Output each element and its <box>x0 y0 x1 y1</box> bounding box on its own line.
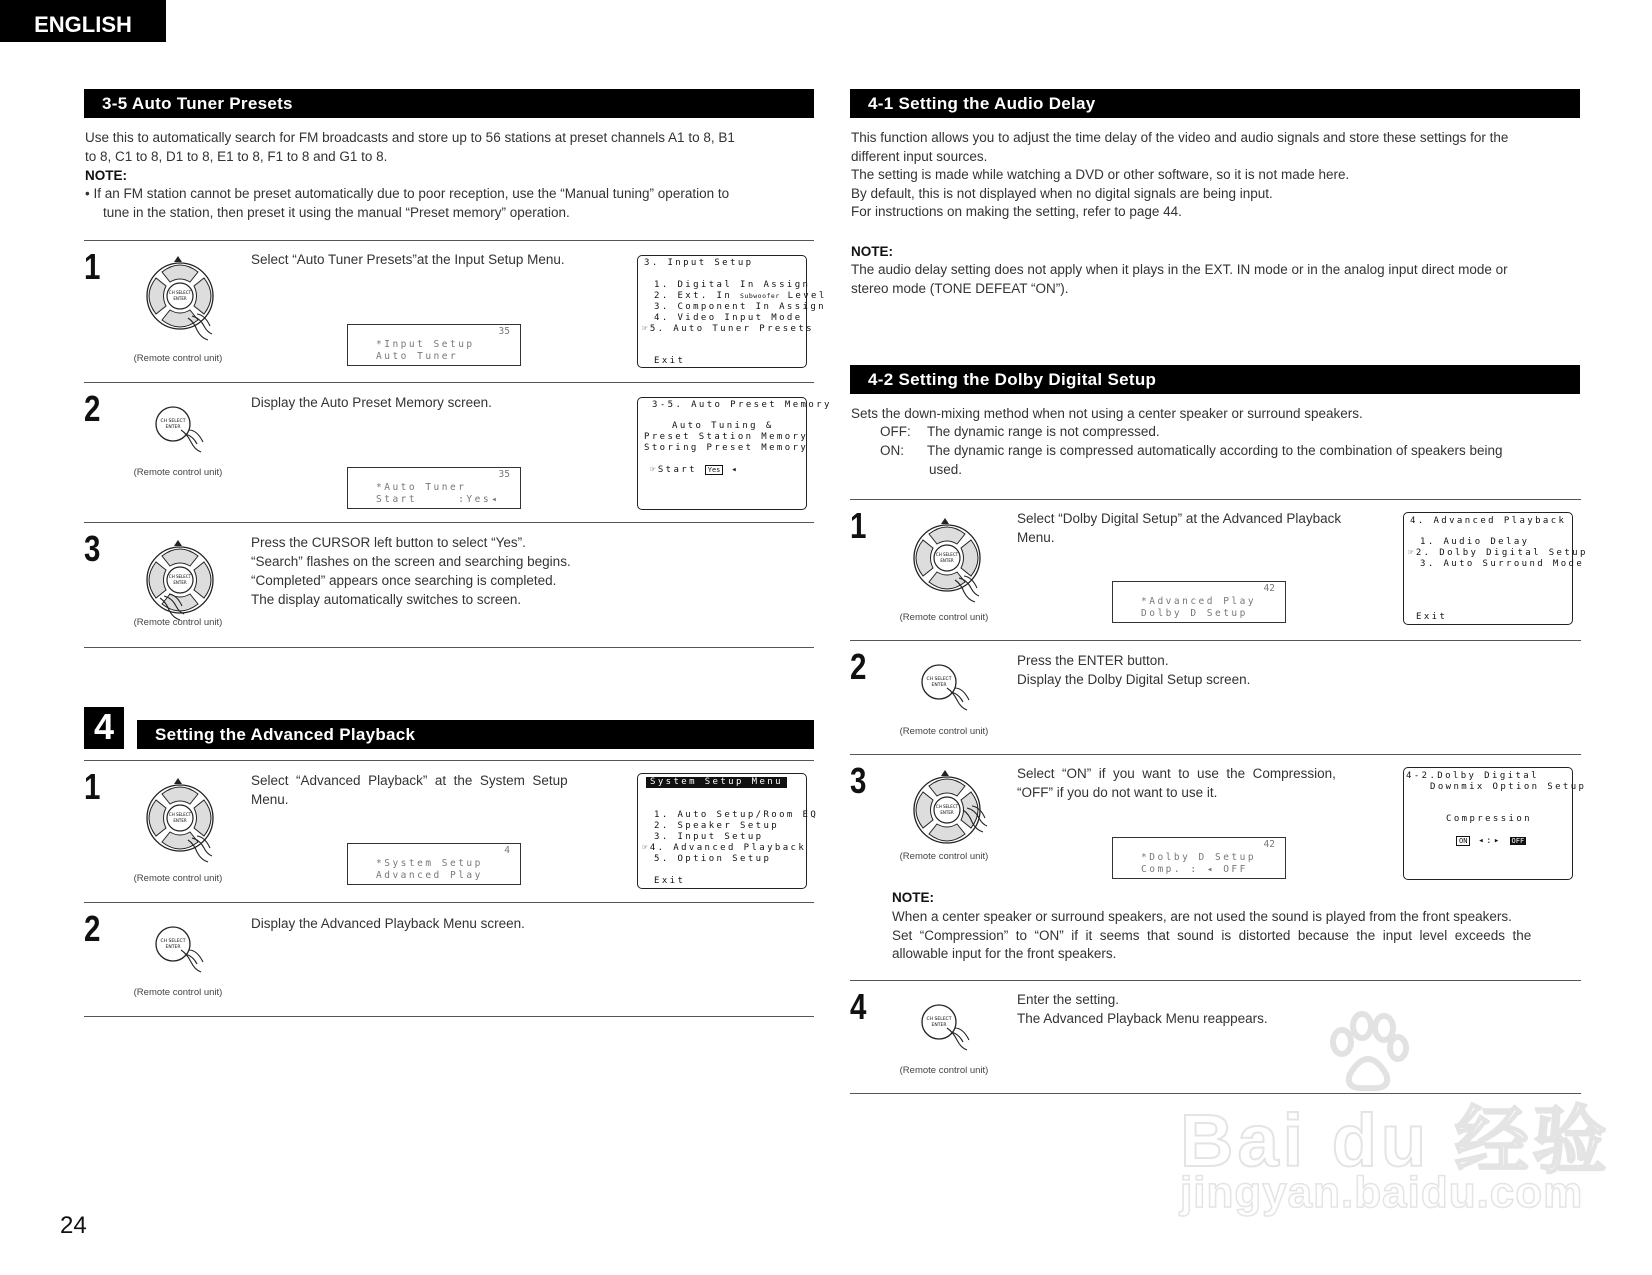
menu-item-selected: ☞5. Auto Tuner Presets <box>642 324 815 334</box>
note-label: NOTE: <box>892 890 934 905</box>
remote-cursor-icon <box>897 766 997 858</box>
display-number: 35 <box>498 469 510 480</box>
step-text <box>251 771 617 809</box>
screen-line: Storing Preset Memory <box>644 443 809 453</box>
menu-item: 2. Ext. In <box>654 291 741 301</box>
note-line: The audio delay setting does not apply when it plays in the EXT. IN mode or in the analog input direct mode or <box>851 262 1508 277</box>
para-line: This function allows you to adjust the time delay of the video and audio signals and store these settings for the <box>851 130 1509 145</box>
off-option: OFF <box>1511 837 1525 845</box>
step-line: Enter the setting. <box>1017 992 1120 1007</box>
step-number: 1 <box>850 505 867 546</box>
intro-3-5 <box>85 129 815 166</box>
step-line: The Advanced Playback Menu reappears. <box>1017 1011 1268 1026</box>
dolby-digital-screen <box>1403 767 1587 880</box>
remote-cursor-icon <box>897 514 997 606</box>
front-display <box>1112 581 1286 623</box>
section-title-4-2: 4-2 Setting the Dolby Digital Setup <box>850 365 1580 394</box>
menu-item: 3. Auto Surround Mode <box>1420 559 1585 569</box>
step-line: Display the Dolby Digital Setup screen. <box>1017 672 1251 687</box>
screen-subtitle: Downmix Option Setup <box>1430 782 1587 792</box>
step-text: Display the Auto Preset Memory screen. <box>251 395 492 410</box>
yes-option: Yes <box>705 465 724 475</box>
intro-line-2: to 8, C1 to 8, D1 to 8, E1 to 8, F1 to 8 and G1 to 8. <box>85 148 388 164</box>
cursor-arrow: ◂ <box>723 465 740 475</box>
menu-item: 3. Input Setup <box>654 832 764 842</box>
remote-caption: (Remote control unit) <box>133 873 223 884</box>
menu-item: 1. Auto Setup/Room EQ <box>654 810 819 820</box>
on-label: ON: <box>880 443 905 458</box>
step-line: Press the ENTER button. <box>1017 653 1169 668</box>
remote-caption: (Remote control unit) <box>899 612 989 623</box>
step-line: Menu. <box>1017 530 1055 545</box>
menu-item-selected: ☞4. Advanced Playback <box>642 843 807 853</box>
chapter-number: 4 <box>84 707 124 749</box>
front-display <box>347 467 521 509</box>
remote-cursor-icon <box>130 536 230 628</box>
menu-item: 1. Digital In Assign <box>654 280 811 290</box>
step-text <box>1017 990 1268 1028</box>
on-line: used. <box>929 461 963 477</box>
menu-item: 4. Video Input Mode <box>654 313 803 323</box>
display-line-1: *System Setup <box>376 858 483 869</box>
note-label: NOTE: <box>851 244 893 259</box>
section-title-3-5: 3-5 Auto Tuner Presets <box>84 89 814 118</box>
remote-caption: (Remote control unit) <box>133 353 223 364</box>
input-setup-screen <box>637 255 827 368</box>
step-text <box>1017 509 1341 547</box>
note-label: NOTE: <box>85 168 127 183</box>
divider <box>84 647 814 648</box>
note-3-5 <box>85 185 815 222</box>
remote-enter-icon <box>909 652 979 718</box>
step-line: Select “Dolby Digital Setup” at the Advanced Playback <box>1017 511 1342 526</box>
menu-item: 1. Audio Delay <box>1420 537 1530 547</box>
para-line: The setting is made while watching a DVD or other software, so it is not made here. <box>851 167 1350 183</box>
note-line: stereo mode (TONE DEFEAT “ON”). <box>851 280 1069 296</box>
remote-cursor-icon <box>130 252 230 344</box>
auto-preset-screen <box>637 397 832 510</box>
step-text <box>1017 764 1381 802</box>
display-line-2: Comp. : ◂ OFF <box>1141 864 1248 875</box>
display-line-2: Advanced Play <box>376 870 483 881</box>
step-text: Display the Advanced Playback Menu screen. <box>251 916 525 931</box>
remote-caption: (Remote control unit) <box>899 1065 989 1076</box>
screen-line: Auto Tuning & <box>672 421 774 431</box>
screen-title: System Setup Menu <box>646 777 787 788</box>
step-text: Select “Auto Tuner Presets”at the Input Setup Menu. <box>251 252 565 267</box>
step-number: 2 <box>84 388 101 429</box>
step-text <box>1017 651 1250 689</box>
step-line: “Completed” appears once searching is completed. <box>251 573 557 588</box>
display-number: 4 <box>504 845 510 856</box>
para-line: different input sources. <box>851 148 988 164</box>
divider <box>850 980 1581 981</box>
step-number: 2 <box>850 646 867 687</box>
menu-item: 5. Option Setup <box>654 854 772 864</box>
step-number: 1 <box>84 766 101 807</box>
front-display <box>1112 837 1286 879</box>
note-line: allowable input for the front speakers. <box>892 946 1117 962</box>
on-option: ON <box>1456 836 1470 846</box>
display-line-1: *Dolby D Setup <box>1141 852 1257 863</box>
divider <box>850 499 1581 500</box>
remote-caption: (Remote control unit) <box>133 617 223 628</box>
divider <box>84 1016 814 1017</box>
display-line-1: *Auto Tuner <box>376 482 467 493</box>
step-line: Press the CURSOR left button to select “Yes”. <box>251 535 526 550</box>
divider <box>84 382 814 383</box>
on-text <box>927 442 1581 479</box>
note-4-1 <box>851 261 1581 298</box>
screen-title: 4. Advanced Playback <box>1410 516 1567 526</box>
display-line-2: Dolby D Setup <box>1141 608 1248 619</box>
step-line: “OFF” if you do not want to use it. <box>1017 785 1218 800</box>
divider <box>84 902 814 903</box>
advanced-playback-screen <box>1403 512 1588 625</box>
intro-4-1 <box>851 129 1581 222</box>
step-number: 2 <box>84 908 101 949</box>
display-number: 42 <box>1263 839 1275 850</box>
compression-label: Compression <box>1446 814 1533 824</box>
remote-enter-icon <box>143 914 213 980</box>
screen-title: 3-5. Auto Preset Memory <box>652 400 832 410</box>
display-number: 35 <box>498 326 510 337</box>
divider <box>850 640 1581 641</box>
step-line: “Search” flashes on the screen and searching begins. <box>251 554 571 569</box>
divider <box>84 760 814 761</box>
screen-title: 4-2.Dolby Digital <box>1406 771 1539 781</box>
step-line: Menu. <box>251 792 289 807</box>
remote-caption: (Remote control unit) <box>133 987 223 998</box>
note-4-2 <box>892 908 1581 964</box>
menu-item-small: Subwoofer <box>740 292 780 300</box>
screen-line: Preset Station Memory <box>644 432 809 442</box>
front-display <box>347 324 521 366</box>
watermark-brand: Bai du 经验 <box>1180 1099 1611 1182</box>
intro-line-1: Use this to automatically search for FM broadcasts and store up to 56 stations at preset channels A1 to 8, B1 <box>85 130 735 145</box>
step-line: The display automatically switches to screen. <box>251 592 522 607</box>
remote-caption: (Remote control unit) <box>899 851 989 862</box>
note-line: When a center speaker or surround speakers, are not used the sound is played from the front speakers. <box>892 909 1512 924</box>
system-setup-screen <box>637 773 819 889</box>
note-line-2: tune in the station, then preset it using the manual “Preset memory” operation. <box>103 204 570 220</box>
off-text: The dynamic range is not compressed. <box>927 424 1160 439</box>
section-title-4-1: 4-1 Setting the Audio Delay <box>850 89 1580 118</box>
display-line-2: Start :Yes◂ <box>376 494 500 505</box>
remote-enter-icon <box>909 992 979 1058</box>
step-line: Select “Advanced Playback” at the System Setup <box>251 773 568 788</box>
on-line: The dynamic range is compressed automatically according to the combination of speakers being <box>927 443 1503 458</box>
display-line-1: *Advanced Play <box>1141 596 1257 607</box>
divider <box>850 754 1581 755</box>
remote-caption: (Remote control unit) <box>899 726 989 737</box>
page-number: 24 <box>60 1212 87 1239</box>
step-text <box>251 533 571 609</box>
exit-item: Exit <box>1416 612 1448 622</box>
menu-item-selected: ☞2. Dolby Digital Setup <box>1408 548 1588 558</box>
note-line-1: • If an FM station cannot be preset automatically due to poor reception, use the “Manual tuning” operation to <box>85 186 730 201</box>
step-number: 3 <box>850 760 867 801</box>
watermark-url: jingyan.baidu.com <box>1180 1168 1584 1217</box>
step-number: 4 <box>850 986 867 1027</box>
screen-title: 3. Input Setup <box>644 258 754 268</box>
off-label: OFF: <box>880 424 911 439</box>
paw-logo-icon <box>1320 1012 1410 1092</box>
exit-item: Exit <box>654 876 686 886</box>
cursor-arrows: ◂:▸ <box>1470 836 1510 846</box>
remote-enter-icon <box>143 394 213 460</box>
section-title-4: Setting the Advanced Playback <box>137 720 814 749</box>
exit-item: Exit <box>654 356 686 366</box>
remote-caption: (Remote control unit) <box>133 467 223 478</box>
para-line: For instructions on making the setting, refer to page 44. <box>851 204 1182 220</box>
front-display <box>347 843 521 885</box>
display-number: 42 <box>1263 583 1275 594</box>
divider <box>84 240 814 241</box>
menu-item: Level <box>779 291 827 301</box>
intro-4-2: Sets the down-mixing method when not using a center speaker or surround speakers. <box>851 406 1363 421</box>
display-line-2: Auto Tuner <box>376 351 459 362</box>
divider <box>84 522 814 523</box>
step-number: 1 <box>84 246 101 287</box>
step-line: Select “ON” if you want to use the Compression, <box>1017 766 1336 781</box>
para-line: By default, this is not displayed when no digital signals are being input. <box>851 185 1273 201</box>
step-number: 3 <box>84 528 101 569</box>
note-line: Set “Compression” to “ON” if it seems that sound is distorted because the input level exceeds the <box>892 927 1532 943</box>
language-tab: ENGLISH <box>0 0 166 42</box>
display-line-1: *Input Setup <box>376 339 475 350</box>
menu-item: 2. Speaker Setup <box>654 821 780 831</box>
start-label: ☞Start <box>650 465 705 475</box>
menu-item: 3. Component In Assign <box>654 302 827 312</box>
remote-cursor-icon <box>130 774 230 866</box>
